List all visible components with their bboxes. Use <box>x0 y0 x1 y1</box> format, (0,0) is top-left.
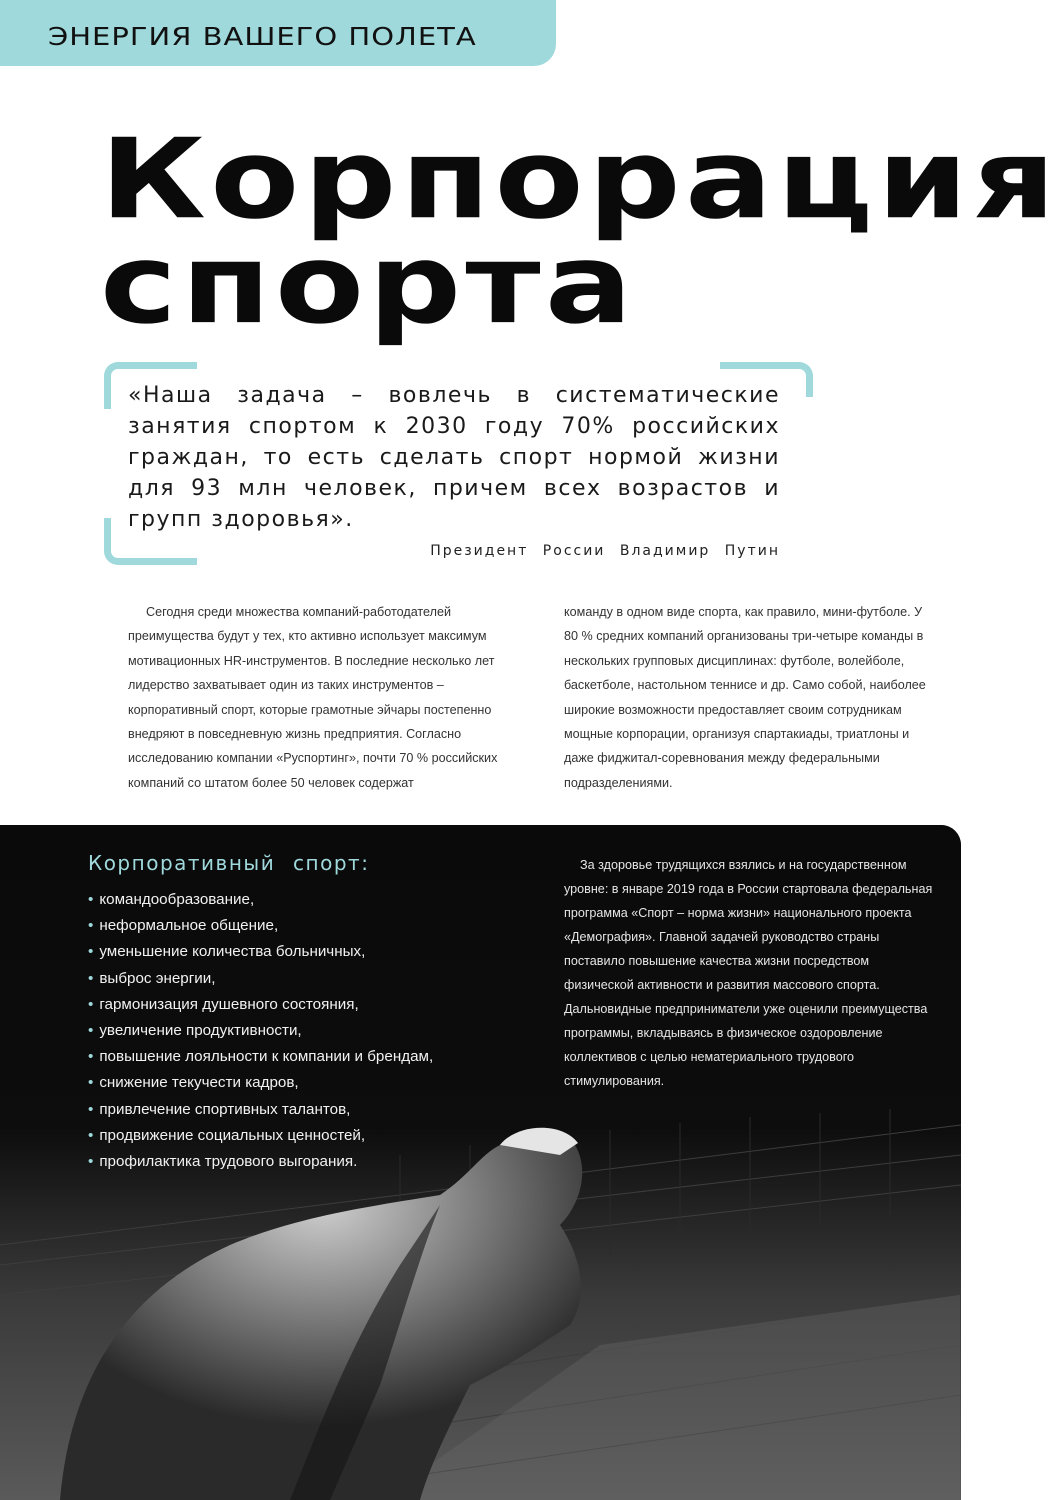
list-item: • продвижение социальных ценностей, <box>88 1123 433 1149</box>
list-item: • гармонизация душевного состояния, <box>88 992 433 1018</box>
list-item: • снижение текучести кадров, <box>88 1070 433 1096</box>
panel-heading: Корпоративный спорт: <box>88 851 370 875</box>
body-column-right: команду в одном виде спорта, как правило, мини-футболе. У 80 % средних компаний организованы три-четыре команды в нескольких групповых дисциплинах: футболе, волейболе, баскетболе, настольном теннисе и др. Само собой, наиболее широкие возможности предоставляет своим сотрудникам мощные корпорации, организуя спартакиады, триатлоны и даже фиджитал-соревнования между федеральными подразделениями. <box>564 605 926 790</box>
benefits-list <box>88 887 433 1175</box>
list-item: • профилактика трудового выгорания. <box>88 1149 433 1175</box>
pull-quote: «Наша задача – вовлечь в систематические занятия спортом к 2030 году 70% российских граждан, то есть сделать спорт нормой жизни для 93 млн человек, причем всех возрастов и групп здоровья». <box>128 383 780 532</box>
list-item: • выброс энергии, <box>88 966 433 992</box>
body-column-left: Сегодня среди множества компаний-работодателей преимущества будут у тех, кто активно использует максимум мотивационных HR-инструментов. В последние несколько лет лидерство захватывает один из таких инструментов – корпоративный спорт, которые грамотные эйчары постепенно внедряют в повседневную жизнь предприятия. Согласно исследованию компании «Руспортинг», почти 70 % российских компаний со штатом более 50 человек содержат <box>128 605 498 790</box>
list-item: • увеличение продуктивности, <box>88 1018 433 1044</box>
list-item: • повышение лояльности к компании и брендам, <box>88 1044 433 1070</box>
list-item: • привлечение спортивных талантов, <box>88 1097 433 1123</box>
panel-paragraph: За здоровье трудящихся взялись и на государственном уровне: в январе 2019 года в России стартовала федеральная программа «Спорт – норма жизни» национального проекта «Демография». Главной задачей руководство страны поставило повышение качества жизни посредством физической активности и развития массового спорта. Дальновидные предприниматели уже оценили преимущества программы, вкладываясь в физическое оздоровление коллективов с целью нематериального трудового стимулирования. <box>564 858 933 1088</box>
list-item: • неформальное общение, <box>88 913 433 939</box>
quote-author: Президент России Владимир Путин <box>430 543 780 559</box>
list-item: • командообразование, <box>88 887 433 913</box>
list-item: • уменьшение количества больничных, <box>88 939 433 965</box>
sport-panel <box>0 825 961 1500</box>
article-title <box>100 116 1060 349</box>
section-tab <box>0 0 556 66</box>
section-title: ЭНЕРГИЯ ВАШЕГО ПОЛЕТА <box>48 22 477 51</box>
title-line-2: спорта <box>100 220 637 349</box>
title-line-1: Корпорация <box>100 116 1060 244</box>
